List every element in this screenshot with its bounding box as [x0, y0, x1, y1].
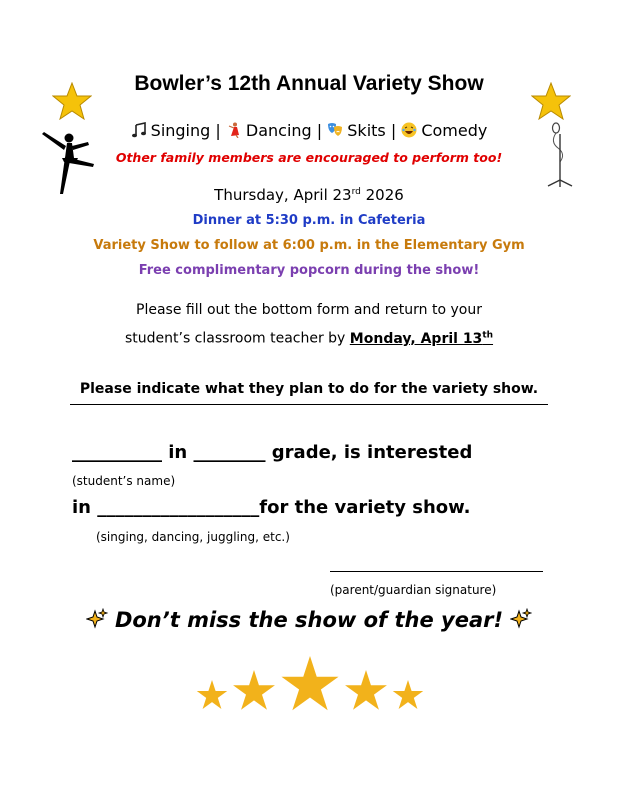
theater-masks-icon: [327, 122, 343, 138]
activity-dancing: Dancing: [245, 121, 312, 140]
closing-tagline: [0, 608, 618, 632]
music-notes-icon: [131, 122, 147, 138]
signature-hint: (parent/guardian signature): [330, 583, 497, 597]
family-note: Other family members are encouraged to perform too!: [115, 150, 503, 165]
dinner-info: Dinner at 5:30 p.m. in Cafeteria: [192, 213, 426, 228]
laughing-face-icon: [401, 122, 417, 138]
event-date: Thursday, April 23rd 2026: [214, 186, 404, 204]
tagline-text: Don’t miss the show of the year!: [114, 608, 504, 632]
star-icon: [345, 670, 387, 710]
sparkles-icon: [510, 608, 532, 630]
sparkles-icon: [86, 608, 108, 630]
activities-row: [0, 121, 618, 140]
activity-comedy: Comedy: [421, 121, 488, 140]
separator: |: [215, 121, 221, 140]
activity-hint: (singing, dancing, juggling, etc.): [96, 530, 290, 544]
star-icon: [233, 670, 275, 710]
activity-skits: Skits: [347, 121, 386, 140]
form-line-activity: in __________________for the variety show.: [72, 497, 471, 518]
indicate-instruction: Please indicate what they plan to do for the variety show.: [79, 381, 539, 397]
star-icon: [197, 680, 227, 709]
form-line-student-grade: __________ in ________ grade, is interested: [72, 442, 473, 463]
stars-row: [190, 652, 430, 716]
popcorn-info: Free complimentary popcorn during the show!: [138, 263, 480, 278]
activity-singing: Singing: [150, 121, 211, 140]
divider-line: [70, 404, 548, 405]
separator: |: [316, 121, 323, 140]
student-name-hint: (student’s name): [72, 474, 176, 488]
show-time-info: Variety Show to follow at 6:00 p.m. in the Elementary Gym: [93, 238, 525, 253]
form-instruction-line2: student’s classroom teacher by Monday, April 13th: [124, 330, 494, 347]
dancer-icon: [226, 122, 242, 138]
flyer-title: Bowler’s 12th Annual Variety Show: [134, 72, 484, 95]
deadline-date: Monday, April 13th: [349, 330, 494, 347]
star-icon: [281, 656, 338, 710]
star-icon: [393, 680, 423, 709]
form-instruction-line1: Please fill out the bottom form and return to your: [136, 302, 482, 318]
signature-line: [330, 571, 543, 572]
separator: |: [390, 121, 397, 140]
